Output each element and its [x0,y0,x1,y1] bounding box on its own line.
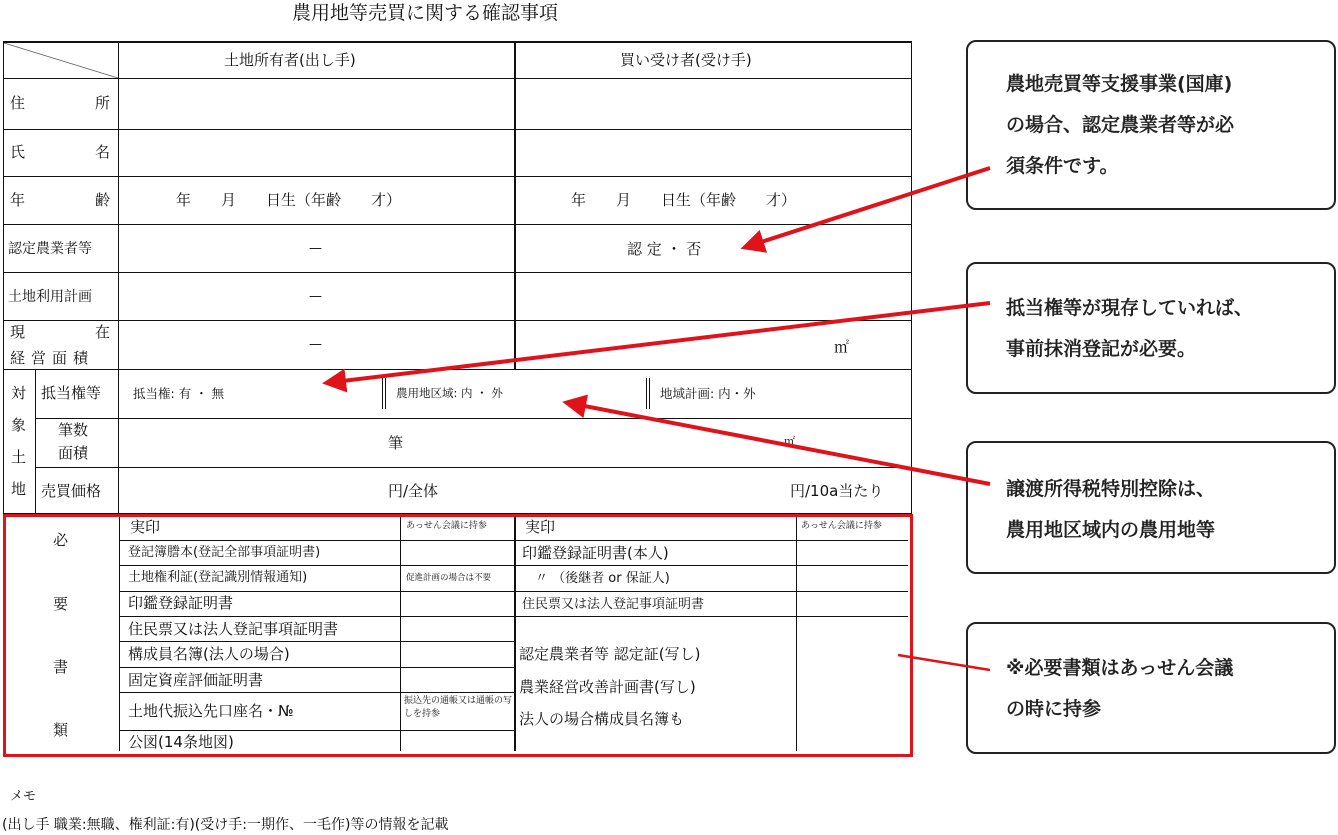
row-label-name: 氏 [10,143,26,161]
right-block-line: 農業経営改善計画書(写し) [519,678,696,696]
left-doc-item: 公図(14条地図) [128,733,234,751]
row-label-parcels-2: 面積 [58,444,89,462]
row-label-target-2: 象 [11,416,27,434]
parcels-area-unit: ㎡ [784,435,795,448]
left-doc-item: 住民票又は法人登記事項証明書 [128,620,339,638]
row-label-mortgage: 抵当権等 [41,384,102,402]
mortgage-value: 抵当権: 有 ・ 無 [133,386,225,401]
buyer-dob: 年 月 日生（年齢 才） [571,191,797,209]
right-doc-item: 実印 [525,518,556,536]
agri-zone-value: 農用地区域: 内 ・ 外 [396,386,503,400]
seller-area-dash: — [309,337,322,352]
right-doc-item: 印鑑登録証明書(本人) [522,544,669,562]
row-label-target-3: 土 [11,448,27,466]
left-note-kenrisho: 促進計画の場合は不要 [406,573,492,583]
callout-line: の時に持参 [1006,698,1102,720]
row-label-name-2: 名 [95,143,111,161]
row-label-address-2: 所 [95,94,111,112]
left-doc-item: 実印 [130,518,161,536]
arrow-to-agri-zone [574,404,990,484]
right-block-line: 法人の場合構成員名簿も [519,710,685,728]
callout-line: 事前抹消登記が必要。 [1006,338,1197,360]
left-doc-item: 固定資産評価証明書 [128,671,264,689]
row-label-address: 住 [10,94,26,112]
right-note-jitsuin: あっせん会議に持参 [801,521,882,531]
seller-dob: 年 月 日生（年齢 才） [176,191,402,209]
callout-line: の場合、認定農業者等が必 [1006,114,1235,136]
parcels-unit: 筆 [388,434,404,452]
row-label-certified: 認定農業者等 [8,241,92,257]
docs-label-4: 類 [53,721,69,739]
row-label-price: 売買価格 [41,482,102,500]
callout-line: 須条件です。 [1006,155,1119,177]
callout-line: 抵当権等が現存していれば、 [1006,297,1254,319]
row-label-area-b: 在 [95,323,111,341]
seller-header: 土地所有者(出し手) [224,51,356,69]
region-plan-value: 地域計画: 内・外 [660,386,756,401]
row-label-age-2: 齢 [95,191,111,209]
docs-label-2: 要 [53,595,69,613]
buyer-header: 買い受け者(受け手) [620,51,752,69]
row-label-parcels: 筆数 [58,421,89,439]
memo-label: メモ [10,789,37,804]
left-doc-item: 土地権利証(登記識別情報通知) [128,570,308,585]
left-doc-item: 土地代振込先口座名・№ [128,702,294,720]
line-to-docs [898,655,990,670]
row-label-area-2: 経営面積 [10,349,95,367]
right-doc-item: 住民票又は法人登記事項証明書 [522,597,705,612]
left-note-jitsuin: あっせん会議に持参 [406,521,487,531]
row-label-landplan: 土地利用計画 [8,289,92,305]
left-doc-item: 印鑑登録証明書 [128,594,234,612]
row-label-area-a: 現 [10,323,26,341]
seller-landplan-dash: — [309,289,322,304]
arrow-to-certified [752,168,990,245]
row-label-target-1: 対 [11,384,27,402]
callout-line: ※必要書類はあっせん会議 [1006,657,1234,679]
left-doc-item: 構成員名簿(法人の場合) [128,645,290,663]
left-note-furikomi: 振込先の通帳又は通帳の写しを持参 [404,696,513,720]
buyer-certified: 認 定 ・ 否 [627,240,702,258]
right-doc-item: 〃 （後継者 or 保証人) [535,571,670,586]
arrow-to-mortgage [334,303,990,382]
row-label-target-4: 地 [11,480,27,498]
memo-text: (出し手 職業:無職、権利証:有)(受け手:一期作、一毛作)等の情報を記載 [2,817,449,833]
row-label-age: 年 [10,191,26,209]
callout-line: 農用地区域内の農用地等 [1006,519,1216,541]
docs-label-1: 必 [53,531,69,549]
price-total: 円/全体 [388,482,439,500]
page-title: 農用地等売買に関する確認事項 [292,2,559,24]
left-doc-item: 登記簿謄本(登記全部事項証明書) [128,545,321,560]
seller-certified-dash: — [309,241,322,256]
callout-line: 農地売買等支援事業(国庫) [1006,73,1233,95]
right-block-line: 認定農業者等 認定証(写し) [519,645,701,663]
docs-label-3: 書 [53,658,69,676]
price-per-10a: 円/10a当たり [790,482,884,500]
buyer-area-unit: ㎡ [834,338,850,356]
callout-line: 譲渡所得税特別控除は、 [1006,478,1216,500]
